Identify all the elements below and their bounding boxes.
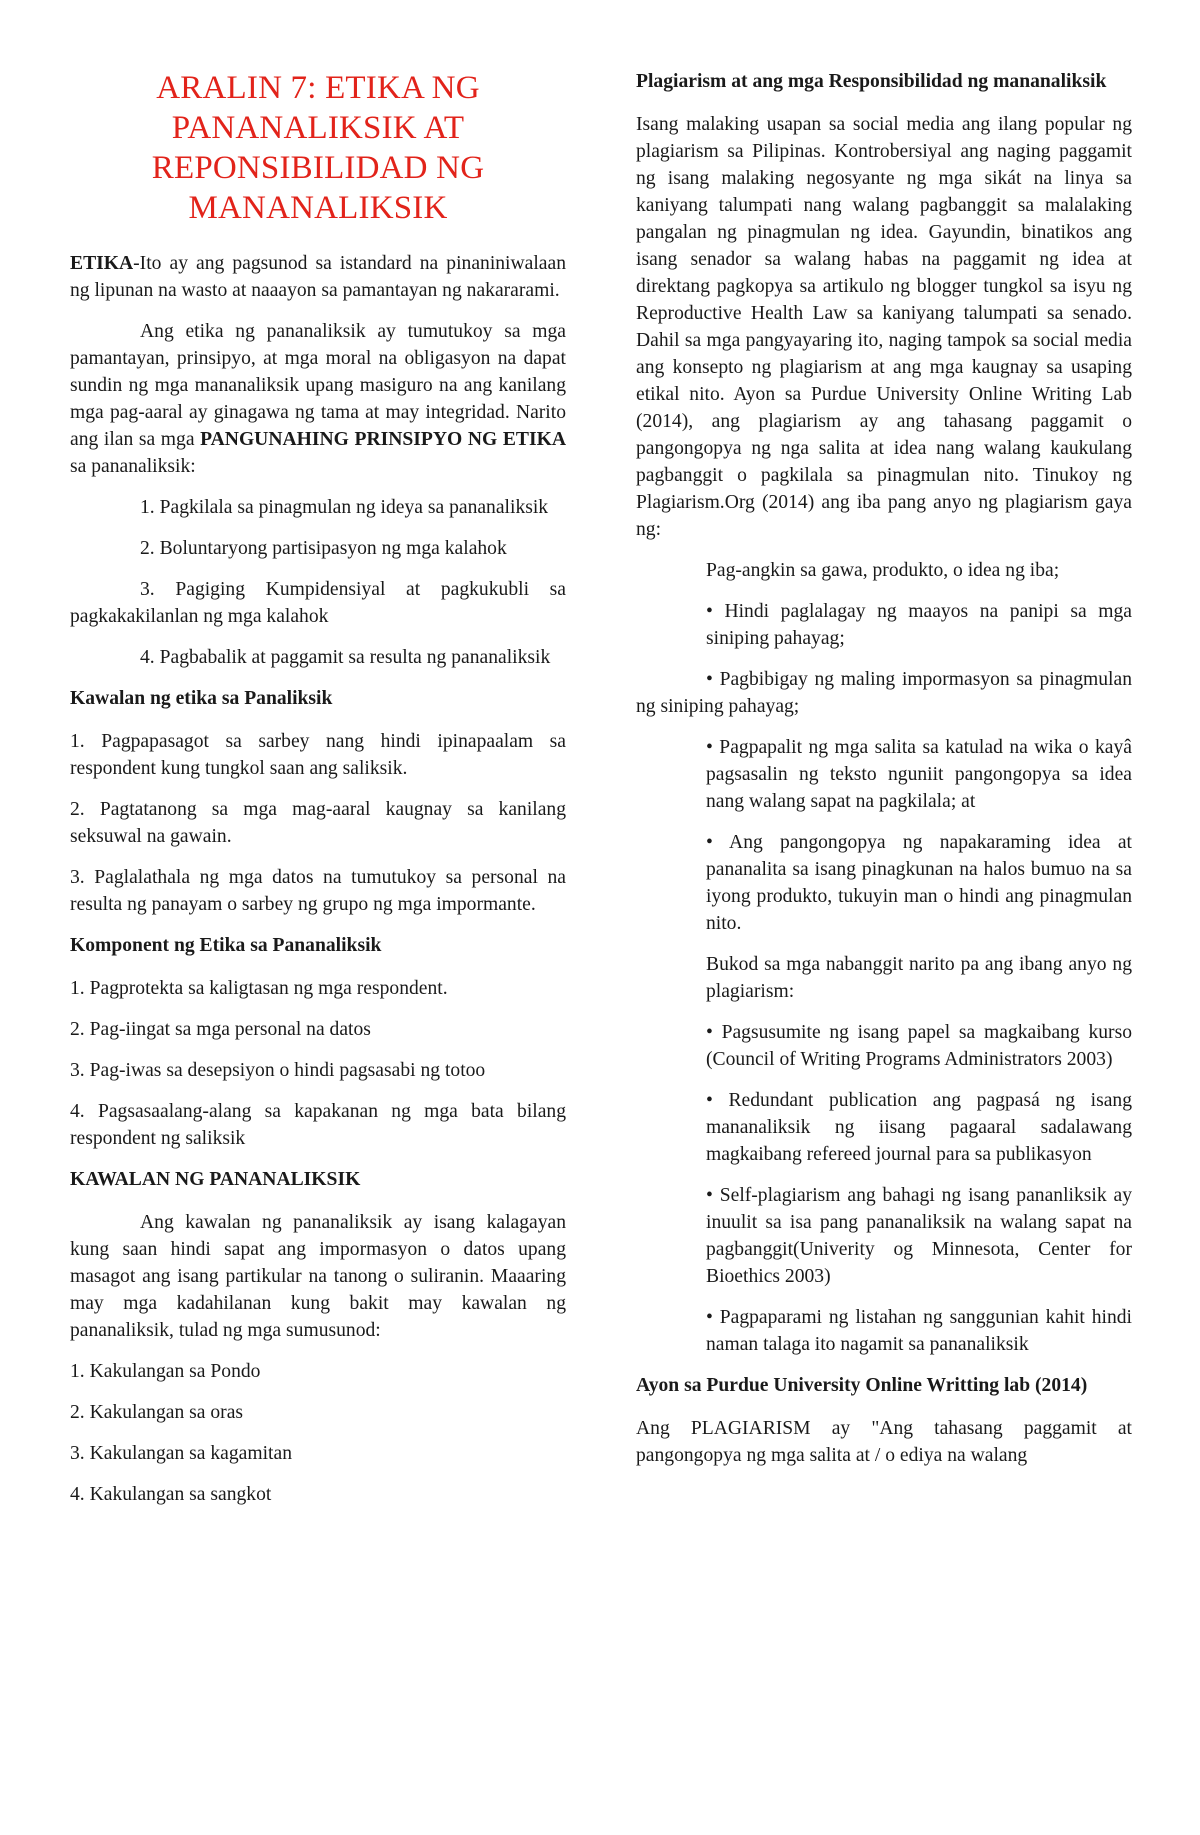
- komponent-item: 1. Pagprotekta sa kaligtasan ng mga respondent.: [70, 978, 448, 999]
- anyo-item: • Ang pangongopya ng napakaraming idea at pananalita sa isang pinagkunan na halos bumuo na sa iyong produkto, tukuyin man o hindi ang pinagmulan nito.: [706, 832, 1132, 934]
- principle-item: 4. Pagbabalik at paggamit sa resulta ng pananaliksik: [140, 647, 551, 668]
- kakulangan-item: 4. Kakulangan sa sangkot: [70, 1484, 272, 1505]
- etika-definition: [70, 250, 566, 304]
- plagiarism-heading: Plagiarism at ang mga Responsibilidad ng mananaliksik: [636, 71, 1107, 92]
- kawalan-pananaliksik-text: Ang kawalan ng pananaliksik ay isang kalagayan kung saan hindi sapat ang impormasyon o datos upang masagot ang isang partikular na tanong o suliranin. Maaaring may mga kadahilanan kung bakit may kawalan ng pananaliksik, tulad ng mga sumusunod:: [70, 1212, 566, 1341]
- purdue-heading: Ayon sa Purdue University Online Writting lab (2014): [636, 1375, 1088, 1396]
- intro-paragraph: [70, 318, 566, 480]
- kawalan-item: 2. Pagtatanong sa mga mag-aaral kaugnay sa kanilang seksuwal na gawain.: [70, 799, 566, 847]
- etika-term: ETIKA: [70, 253, 134, 274]
- left-column: [70, 68, 566, 1522]
- kawalan-etika-heading: Kawalan ng etika sa Panaliksik: [70, 688, 333, 709]
- bukod-item: • Pagsusumite ng isang papel sa magkaibang kurso (Council of Writing Programs Administrators 2003): [706, 1022, 1132, 1070]
- komponent-heading: Komponent ng Etika sa Pananaliksik: [70, 935, 382, 956]
- kakulangan-item: 2. Kakulangan sa oras: [70, 1402, 244, 1423]
- plagiarism-text: Isang malaking usapan sa social media ang ilang popular ng plagiarism sa Pilipinas. Kontrobersiyal ang naging paggamit ng isang malaking negosyante ng mga sikát na linya sa kaniyang talumpati nang walang pagbanggit sa malalaking pangalan ng pinagmulan ng idea. Gayundin, binatikos ang isang senador sa walang habas na paggamit ng idea at direktang pagkopya sa artikulo ng blogger tungkol sa isyu ng Reproductive Health Law sa kaniyang talumpati sa senado. Dahil sa mga pangyayaring ito, naging tampok sa social media ang konsepto ng plagiarism at ang mga kaugnay sa usaping etikal nito. Ayon sa Purdue University Online Writing Lab (2014), ang plagiarism ay ang tahasang paggamit o pangongopya ng nga salita at idea nang walang kaukulang pagbanggit o pagkilala sa pinagmulan nito. Tinukoy ng Plagiarism.Org (2014) ang iba pang anyo ng plagiarism gaya ng:: [636, 114, 1132, 540]
- komponent-item: 2. Pag-iingat sa mga personal na datos: [70, 1019, 371, 1040]
- kawalan-pananaliksik-heading: KAWALAN NG PANANALIKSIK: [70, 1169, 361, 1190]
- anyo-item: • Pagpapalit ng mga salita sa katulad na wika o kayâ pagsasalin ng teksto nguniit pangongopya sa idea nang walang sapat na pagkilala; at: [706, 737, 1132, 812]
- kakulangan-item: 3. Kakulangan sa kagamitan: [70, 1443, 292, 1464]
- bukod-item: • Self-plagiarism ang bahagi ng isang pananliksik ay inuulit sa isa pang pananaliksik na walang sapat na pagbanggit(Univerity og Minnesota, Center for Bioethics 2003): [706, 1185, 1132, 1287]
- anyo-item: Pag-angkin sa gawa, produkto, o idea ng iba;: [706, 560, 1060, 581]
- principle-item: 3. Pagiging Kumpidensiyal at pagkukubli sa pagkakakilanlan ng mga kalahok: [70, 579, 566, 627]
- purdue-text: Ang PLAGIARISM ay "Ang tahasang paggamit at pangongopya ng mga salita at / o ediya na walang: [636, 1418, 1132, 1466]
- kakulangan-item: 1. Kakulangan sa Pondo: [70, 1361, 261, 1382]
- intro-bold: PANGUNAHING PRINSIPYO NG ETIKA: [200, 429, 566, 450]
- anyo-item: • Pagbibigay ng maling impormasyon sa pinagmulan ng siniping pahayag;: [636, 669, 1132, 717]
- komponent-item: 4. Pagsasaalang-alang sa kapakanan ng mga bata bilang respondent ng saliksik: [70, 1101, 566, 1149]
- komponent-item: 3. Pag-iwas sa desepsiyon o hindi pagsasabi ng totoo: [70, 1060, 486, 1081]
- right-column: [636, 68, 1132, 1483]
- bukod-item: • Redundant publication ang pagpasá ng isang mananaliksik ng iisang pagaaral sadalawang magkaibang refereed journal para sa publikasyon: [706, 1090, 1132, 1165]
- principle-item: 1. Pagkilala sa pinagmulan ng ideya sa pananaliksik: [140, 497, 549, 518]
- principle-item: 2. Boluntaryong partisipasyon ng mga kalahok: [140, 538, 507, 559]
- kawalan-item: 3. Paglalathala ng mga datos na tumutukoy sa personal na resulta ng panayam o sarbey ng grupo ng mga impormante.: [70, 867, 566, 915]
- kawalan-item: 1. Pagpapasagot sa sarbey nang hindi ipinapaalam sa respondent kung tungkol saan ang saliksik.: [70, 731, 566, 779]
- bukod-text: Bukod sa mga nabanggit narito pa ang ibang anyo ng plagiarism:: [706, 954, 1132, 1002]
- lesson-title: ARALIN 7: ETIKA NG PANANALIKSIK AT REPONSIBILIDAD NG MANANALIKSIK: [151, 70, 485, 226]
- intro-end: sa pananaliksik:: [70, 456, 196, 477]
- etika-def-text: -Ito ay ang pagsunod sa istandard na pinaniniwalaan ng lipunan na wasto at naaayon sa pamantayan ng nakararami.: [70, 253, 566, 301]
- anyo-item: • Hindi paglalagay ng maayos na panipi sa mga siniping pahayag;: [706, 601, 1132, 649]
- bukod-item: • Pagpaparami ng listahan ng sanggunian kahit hindi naman talaga ito nagamit sa pananaliksik: [706, 1307, 1132, 1355]
- intro-text: Ang etika ng pananaliksik ay tumutukoy sa mga pamantayan, prinsipyo, at mga moral na obligasyon na dapat sundin ng mga mananaliksik upang masiguro na ang kanilang mga pag-aaral ay ginagawa ng tama at may integridad. Narito ang ilan sa mga: [70, 321, 566, 450]
